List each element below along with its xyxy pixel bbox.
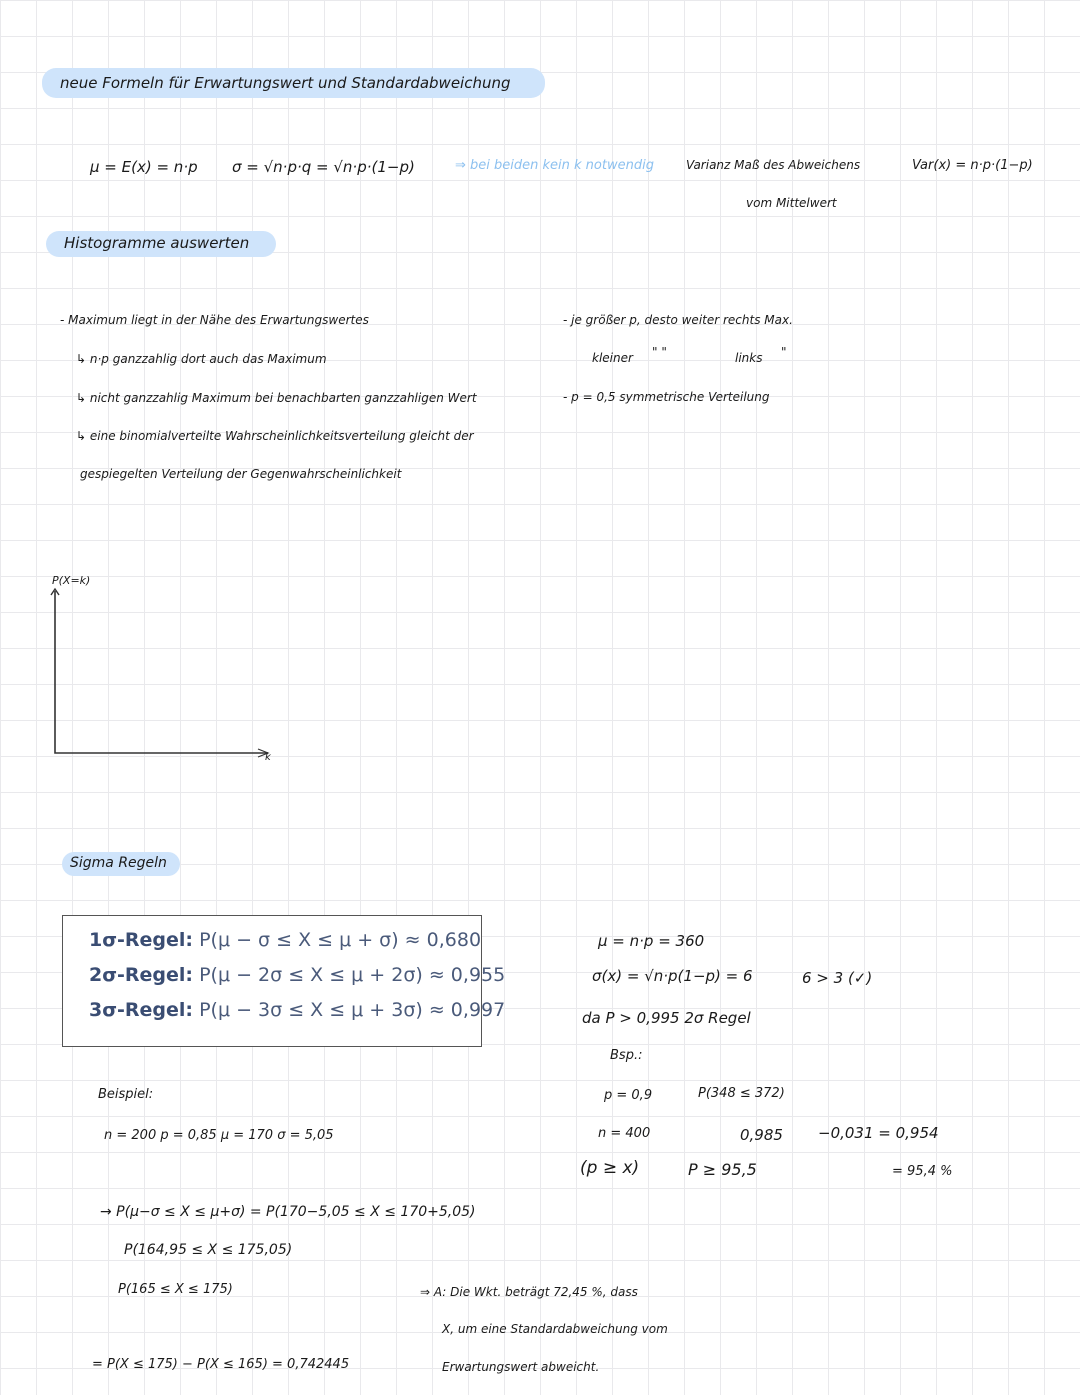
example-label: Beispiel: [98, 1087, 154, 1102]
varianz-formula: Var(x) = n·p·(1−p) [912, 158, 1033, 173]
list-item-right: - je größer p, desto weiter rechts Max. [563, 313, 793, 327]
varianz-label: Varianz Maß des Abweichens [686, 158, 861, 172]
calc-check: 6 > 3 (✓) [802, 969, 873, 987]
heading-sigma: Sigma Regeln [70, 855, 167, 871]
list-item: ↳ n·p ganzzahlig dort auch das Maximum [76, 352, 327, 366]
rule-1sigma [89, 929, 481, 951]
calc-bsp: Bsp.: [610, 1048, 643, 1063]
calc-pzx: (p ≥ x) [580, 1158, 640, 1178]
example-line4: = P(X ≤ 175) − P(X ≤ 165) = 0,742445 [92, 1357, 350, 1372]
calc-val1: 0,985 [740, 1126, 783, 1144]
formula-note: ⇒ bei beiden kein k notwendig [455, 158, 654, 173]
calc-p: p = 0,9 [604, 1088, 653, 1103]
varianz-label-2: vom Mittelwert [746, 196, 837, 210]
sigma-rules-box [62, 915, 506, 1047]
answer-line3: Erwartungswert abweicht. [442, 1360, 600, 1374]
rule-formula: P(μ − 3σ ≤ X ≤ μ + 3σ) ≈ 0,997 [199, 999, 506, 1021]
calc-pz: P ≥ 95,5 [688, 1160, 757, 1179]
rule-formula: P(μ − σ ≤ X ≤ μ + σ) ≈ 0,680 [199, 929, 482, 951]
formula-mu: μ = E(x) = n·p [90, 158, 198, 176]
graph-y-label: P(X=k) [52, 574, 91, 587]
list-item-right: kleiner [592, 351, 633, 365]
calc-prob: P(348 ≤ 372) [698, 1086, 785, 1101]
rule-name: 2σ-Regel: [89, 964, 194, 986]
list-item-right: links [735, 351, 763, 365]
list-item-right: - p = 0,5 symmetrische Verteilung [563, 390, 770, 404]
list-item-right: " " [652, 345, 667, 359]
rule-name: 1σ-Regel: [89, 929, 194, 951]
heading-histogramme: Histogramme auswerten [64, 234, 250, 252]
heading-formulas: neue Formeln für Erwartungswert und Standardabweichung [60, 74, 511, 92]
list-item: ↳ nicht ganzzahlig Maximum bei benachbarten ganzzahligen Wert [76, 391, 477, 405]
list-item: gespiegelten Verteilung der Gegenwahrscheinlichkeit [80, 467, 402, 481]
example-params: n = 200 p = 0,85 μ = 170 σ = 5,05 [104, 1128, 334, 1143]
list-item: - Maximum liegt in der Nähe des Erwartungswertes [60, 313, 369, 327]
calc-percent: = 95,4 % [892, 1164, 953, 1179]
answer-line1: ⇒ A: Die Wkt. beträgt 72,45 %, dass [420, 1285, 638, 1299]
formula-sigma: σ = √n·p·q = √n·p·(1−p) [232, 158, 415, 176]
calc-da: da P > 0,995 2σ Regel [582, 1009, 751, 1027]
calc-n: n = 400 [598, 1126, 651, 1141]
graph-axes [40, 585, 280, 765]
calc-mu: μ = n·p = 360 [598, 932, 705, 950]
example-line1: → P(μ−σ ≤ X ≤ μ+σ) = P(170−5,05 ≤ X ≤ 170+5,05) [100, 1204, 476, 1220]
answer-line2: X, um eine Standardabweichung vom [442, 1322, 668, 1336]
calc-sigma: σ(x) = √n·p(1−p) = 6 [592, 967, 753, 985]
rule-name: 3σ-Regel: [89, 999, 194, 1021]
rule-3sigma [89, 999, 505, 1021]
example-line3: P(165 ≤ X ≤ 175) [118, 1282, 233, 1297]
list-item-right: " [781, 345, 787, 359]
list-item: ↳ eine binomialverteilte Wahrscheinlichkeitsverteilung gleicht der [76, 429, 474, 443]
rule-formula: P(μ − 2σ ≤ X ≤ μ + 2σ) ≈ 0,955 [199, 964, 506, 986]
calc-val2: −0,031 = 0,954 [818, 1124, 939, 1142]
example-line2: P(164,95 ≤ X ≤ 175,05) [124, 1242, 293, 1258]
graph-x-label: k [265, 752, 271, 763]
rule-2sigma [89, 964, 505, 986]
